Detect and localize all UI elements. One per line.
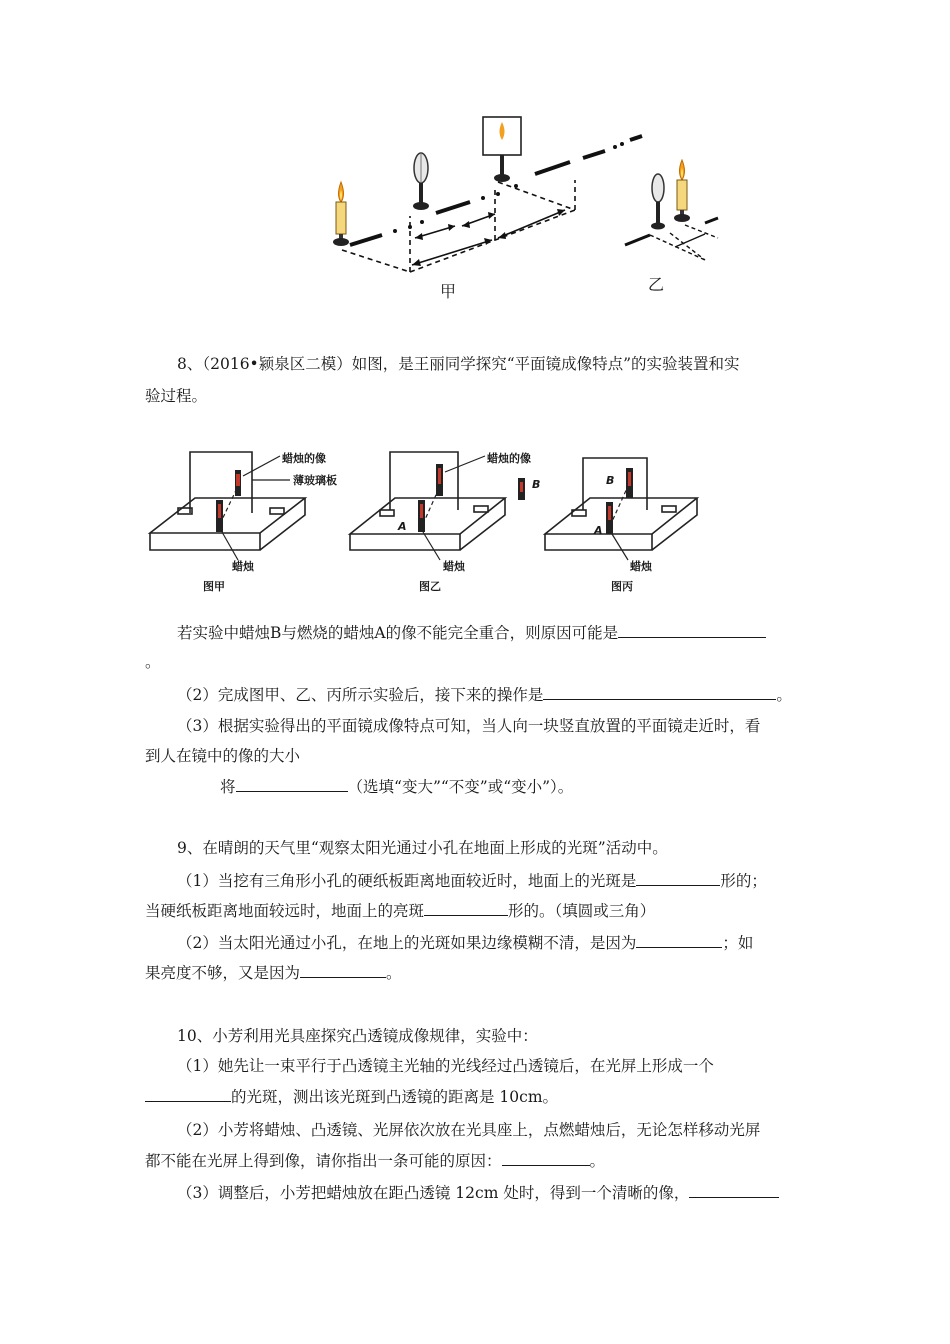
- q9-part1-line2: 当硬纸板距离地面较远时，地面上的亮斑 形的。（填圆或三角）: [145, 902, 656, 920]
- candle-icon: [333, 182, 349, 246]
- candle-image-icon: [436, 464, 443, 496]
- label-candle-3: 蜡烛: [630, 560, 652, 573]
- answer-blank[interactable]: [543, 684, 776, 700]
- q10-part2-line1: （2）小芳将蜡烛、凸透镜、光屏依次放在光具座上，点燃蜡烛后，无论怎样移动光屏: [177, 1121, 761, 1139]
- candle-icon: [674, 160, 690, 222]
- candle-icon: [216, 500, 223, 532]
- answer-blank[interactable]: [689, 1182, 779, 1198]
- candle-b-icon: [626, 468, 633, 498]
- q9-part2-line1: （2）当太阳光通过小孔，在地上的光斑如果边缘模糊不清，是因为 ；如: [177, 934, 754, 952]
- candle-icon: [606, 502, 613, 534]
- label-candle-1: 蜡烛: [232, 560, 254, 573]
- q10-part1-line2: 的光斑，测出该光斑到凸透镜的距离是 10cm。: [145, 1086, 558, 1107]
- label-candle-image-2: 蜡烛的像: [487, 452, 531, 465]
- answer-blank[interactable]: [636, 932, 722, 948]
- q8-part2: （2）完成图甲、乙、丙所示实验后，接下来的操作是 。: [177, 686, 792, 704]
- figure-caption-yi: 图乙: [419, 580, 441, 593]
- q10-part1-line1: （1）她先让一束平行于凸透镜主光轴的光线经过凸透镜后，在光屏上形成一个: [177, 1057, 714, 1075]
- q8-part3-line1: （3）根据实验得出的平面镜成像特点可知，当人向一块竖直放置的平面镜走近时，看: [177, 717, 761, 735]
- q8-title-line2: 验过程。: [145, 387, 208, 405]
- answer-blank[interactable]: [424, 900, 508, 916]
- figure-label-yi: 乙: [648, 275, 665, 294]
- q9-title: 9、在晴朗的天气里“观察太阳光通过小孔在地面上形成的光斑”活动中。: [177, 839, 668, 857]
- answer-blank[interactable]: [636, 870, 720, 886]
- answer-blank[interactable]: [300, 962, 386, 978]
- figure-caption-bing: 图丙: [611, 580, 633, 593]
- label-glass-plate: 薄玻璃板: [293, 474, 337, 487]
- q10-part3: （3）调整后，小芳把蜡烛放在距凸透镜 12cm 处时，得到一个清晰的像，: [177, 1182, 779, 1203]
- label-candle-image-1: 蜡烛的像: [282, 452, 326, 465]
- candle-b-icon: [518, 478, 525, 500]
- light-screen-icon: [483, 117, 521, 182]
- label-a-panel2: A: [398, 520, 407, 533]
- figure-label-jia: 甲: [440, 282, 457, 301]
- answer-blank[interactable]: [502, 1150, 590, 1166]
- optical-bench-figure: [320, 110, 740, 305]
- q9-part2-line2: 果亮度不够，又是因为 。: [145, 964, 402, 982]
- q8-part3-line2: 到人在镜中的像的大小: [145, 747, 301, 765]
- label-b-panel2: B: [532, 478, 541, 491]
- answer-blank[interactable]: [618, 622, 766, 638]
- q8-title-line1: 8、（2016•颍泉区二模）如图，是王丽同学探究“平面镜成像特点”的实验装置和实: [177, 355, 740, 373]
- label-a-panel3: A: [594, 524, 603, 537]
- answer-blank[interactable]: [236, 776, 348, 792]
- figure-caption-jia: 图甲: [203, 580, 225, 593]
- q8-part1: 若实验中蜡烛B与燃烧的蜡烛A的像不能完全重合，则原因可能是: [177, 622, 766, 643]
- candle-image-icon: [235, 470, 241, 496]
- answer-blank[interactable]: [145, 1086, 231, 1102]
- label-candle-2: 蜡烛: [443, 560, 465, 573]
- q9-part1-line1: （1）当挖有三角形小孔的硬纸板距离地面较近时，地面上的光斑是 形的；: [177, 872, 767, 890]
- q10-title: 10、小芳利用光具座探究凸透镜成像规律，实验中：: [177, 1027, 538, 1045]
- q10-part2-line2: 都不能在光屏上得到像，请你指出一条可能的原因： 。: [145, 1152, 606, 1170]
- lens-icon: [413, 153, 429, 210]
- label-b-panel3: B: [606, 474, 615, 487]
- q8-part1-end: 。: [145, 653, 161, 671]
- lens-icon: [651, 174, 665, 230]
- q8-part3-line3: 将 （选填“变大”“不变”或“变小”）。: [220, 778, 574, 796]
- candle-icon: [418, 500, 425, 532]
